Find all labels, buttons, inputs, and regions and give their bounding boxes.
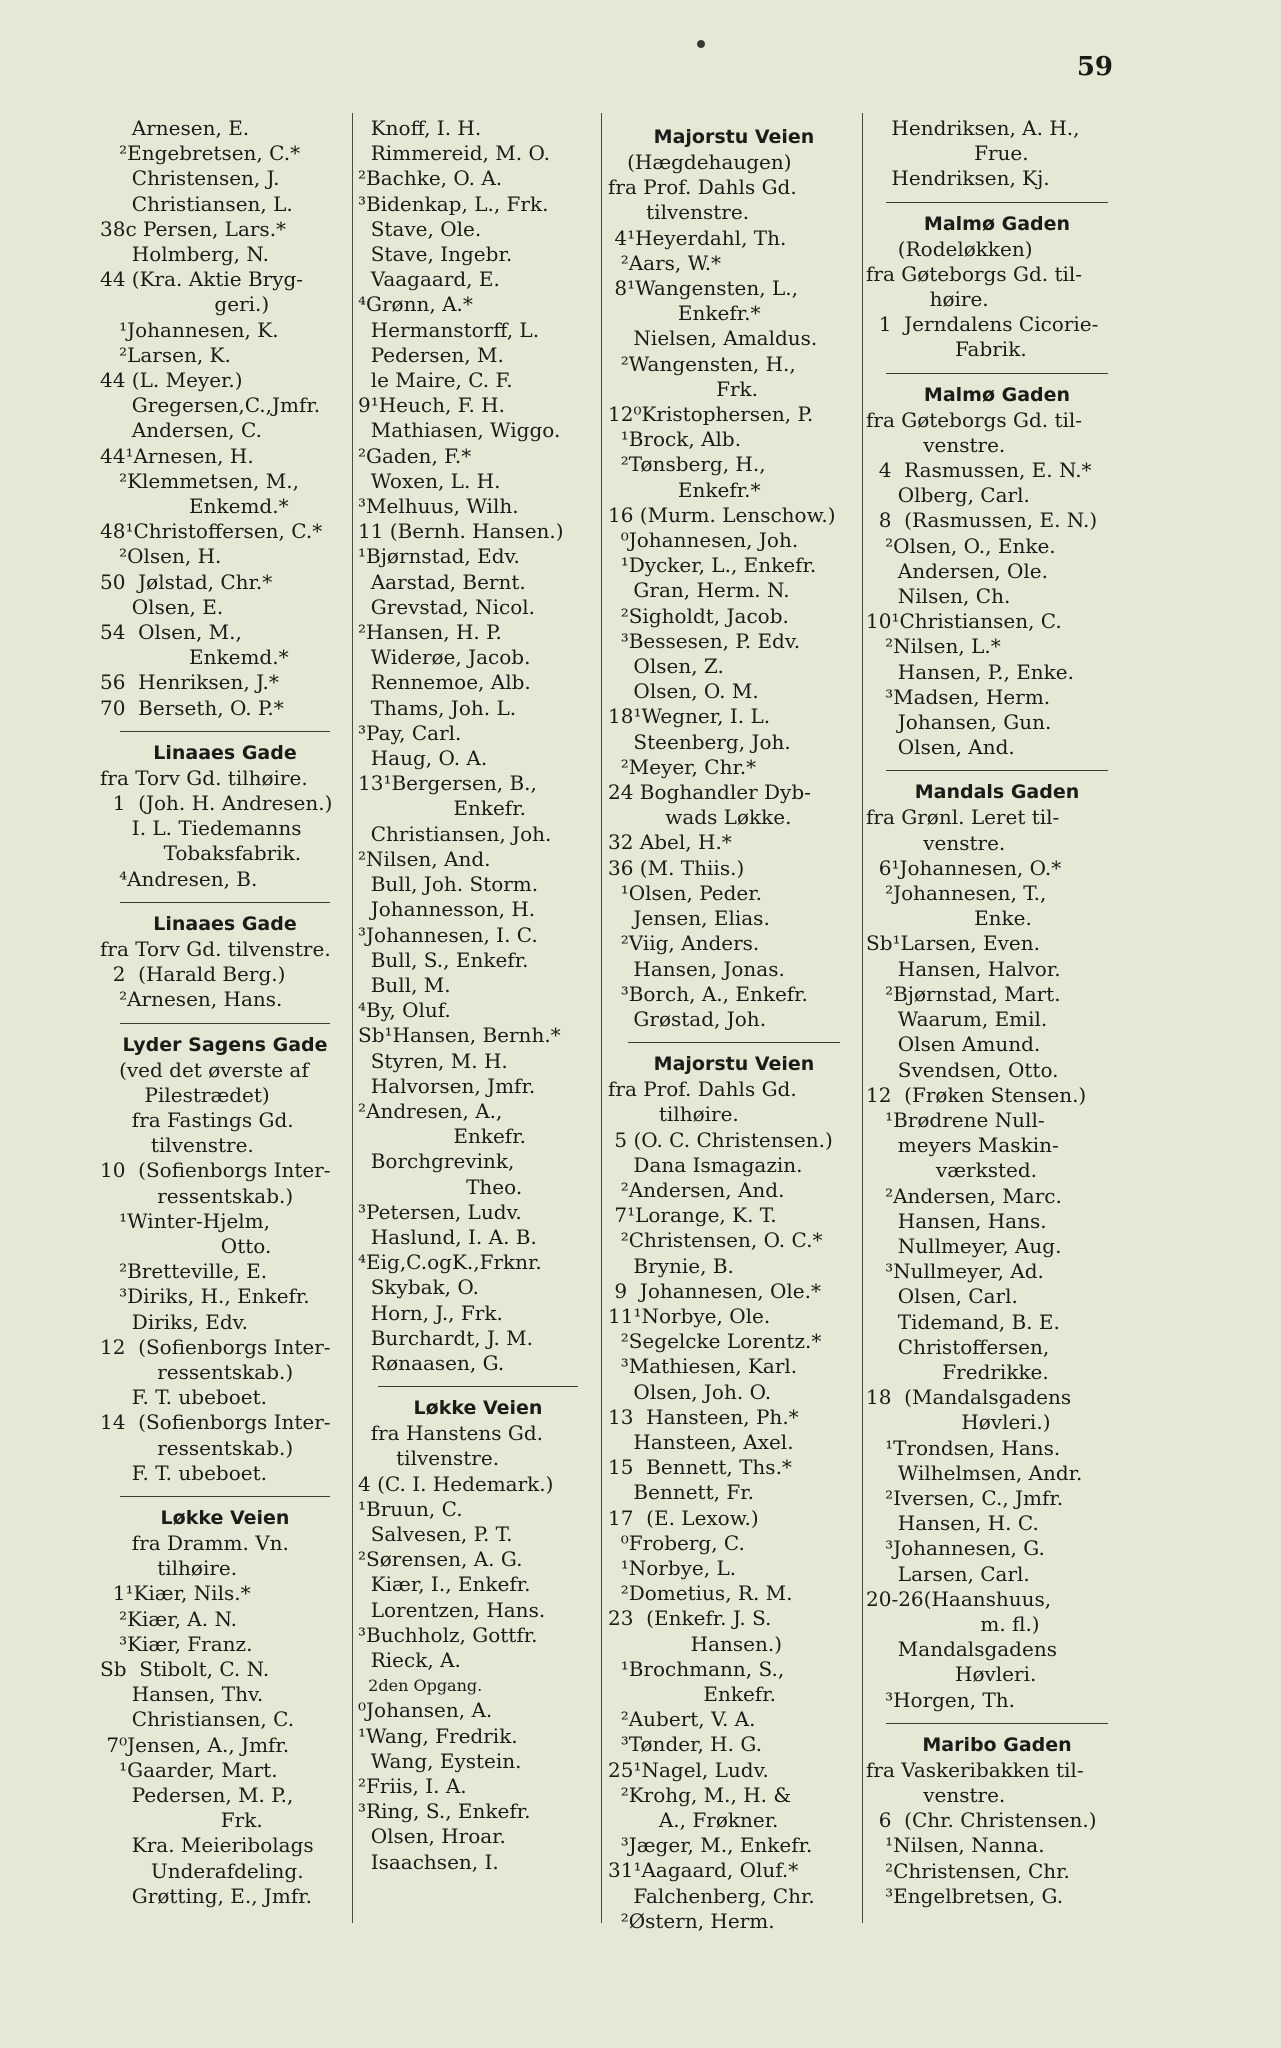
directory-entry: Underafdeling.	[100, 1858, 304, 1883]
directory-entry: 11¹Norbye, Ole.	[608, 1303, 771, 1328]
directory-entry: venstre.	[866, 830, 1006, 855]
directory-entry: 13 Hansteen, Ph.*	[608, 1404, 799, 1429]
directory-column-3	[608, 116, 860, 1934]
directory-entry: venstre.	[866, 432, 1006, 457]
directory-entry: ²Sørensen, A. G.	[358, 1547, 523, 1572]
column-rule	[862, 113, 863, 1923]
directory-entry: 38c Persen, Lars.*	[100, 216, 287, 241]
directory-entry: ressentskab.)	[100, 1359, 294, 1384]
directory-entry: 44 (Kra. Aktie Bryg-	[100, 267, 304, 292]
directory-entry: ⁰Johannesen, Joh.	[608, 528, 799, 553]
directory-entry: (Hægdehaugen)	[608, 150, 792, 174]
directory-entry: fra Hanstens Gd.	[358, 1421, 543, 1446]
directory-entry: ²Engebretsen, C.*	[100, 141, 301, 166]
directory-entry: Sb¹Hansen, Bernh.*	[358, 1023, 561, 1048]
directory-entry: Mathiasen, Wiggo.	[358, 418, 561, 443]
directory-entry: Christiansen, C.	[100, 1707, 295, 1732]
directory-entry: Vaagaard, E.	[358, 267, 500, 292]
directory-entry: ¹Norbye, L.	[608, 1555, 737, 1580]
directory-entry: Olsen Amund.	[866, 1032, 1041, 1057]
directory-entry: ressentskab.)	[100, 1183, 294, 1208]
section-divider	[120, 731, 330, 732]
directory-entry: 11 (Bernh. Hansen.)	[358, 519, 564, 544]
directory-entry: 1 Jerndalens Cicorie-	[866, 312, 1099, 337]
directory-entry: Frk.	[608, 376, 758, 401]
directory-entry: 24 Boghandler Dyb-	[608, 780, 811, 805]
directory-entry: ⁴Andresen, B.	[100, 866, 258, 891]
directory-entry: fra Gøteborgs Gd. til-	[866, 407, 1083, 432]
street-heading: Løkke Veien	[160, 1506, 290, 1529]
directory-entry: 25¹Nagel, Ludv.	[608, 1757, 769, 1782]
street-heading: Majorstu Veien	[653, 1053, 815, 1076]
directory-entry: ²Arnesen, Hans.	[100, 987, 283, 1012]
directory-entry: ³Johannesen, I. C.	[358, 922, 538, 947]
directory-entry: Brynie, B.	[608, 1253, 734, 1278]
directory-entry: Skybak, O.	[358, 1275, 479, 1300]
directory-entry: Falchenberg, Chr.	[608, 1883, 815, 1908]
directory-entry: Tobaksfabrik.	[100, 841, 302, 866]
directory-entry: Borchgrevink,	[358, 1149, 515, 1174]
directory-entry: Olsen, Joh. O.	[608, 1379, 772, 1404]
directory-entry: Olsen, Hroar.	[358, 1824, 506, 1849]
directory-entry: ³Ring, S., Enkefr.	[358, 1799, 531, 1824]
directory-entry: fra Torv Gd. tilvenstre.	[100, 936, 331, 961]
directory-entry: 54 Olsen, M.,	[100, 620, 242, 645]
ink-dot	[697, 40, 705, 48]
directory-entry: ¹Gaarder, Mart.	[100, 1757, 278, 1782]
directory-entry: 8 (Rasmussen, E. N.)	[866, 508, 1098, 533]
section-divider	[120, 1496, 330, 1497]
directory-entry: meyers Maskin-	[866, 1133, 1059, 1158]
directory-entry: 4 Rasmussen, E. N.*	[866, 458, 1092, 483]
directory-entry: ³Tønder, H. G.	[608, 1732, 762, 1757]
directory-entry: 14 (Sofienborgs Inter-	[100, 1410, 331, 1435]
directory-entry: 48¹Christoffersen, C.*	[100, 519, 323, 544]
directory-entry: ⁰Froberg, C.	[608, 1530, 745, 1555]
directory-entry: ¹Bruun, C.	[358, 1496, 463, 1521]
street-heading: Majorstu Veien	[653, 126, 815, 148]
directory-entry: ²Krohg, M., H. &	[608, 1782, 792, 1807]
directory-entry: Høvleri.	[866, 1662, 1037, 1687]
directory-entry: ³Pay, Carl.	[358, 720, 462, 745]
directory-entry: Haslund, I. A. B.	[358, 1224, 537, 1249]
directory-entry: (ved det øverste af	[100, 1057, 309, 1082]
directory-column-1	[100, 116, 350, 1909]
directory-entry: Grøtting, E., Jmfr.	[100, 1883, 313, 1908]
directory-entry: Stave, Ingebr.	[358, 242, 513, 267]
directory-entry: 20-26(Haanshuus,	[866, 1586, 1052, 1611]
section-divider	[886, 770, 1108, 771]
directory-entry: ²Klemmetsen, M.,	[100, 468, 299, 493]
directory-entry: ⁴By, Oluf.	[358, 998, 451, 1023]
directory-entry: Bull, S., Enkefr.	[358, 947, 529, 972]
directory-entry: m. fl.)	[866, 1611, 1040, 1636]
directory-entry: 13¹Bergersen, B.,	[358, 771, 537, 796]
street-heading: Linaaes Gade	[153, 741, 297, 764]
directory-entry: Hansen, Hans.	[866, 1208, 1047, 1233]
directory-entry: Gran, Herm. N.	[608, 578, 790, 603]
directory-entry: 9 Johannesen, Ole.*	[608, 1278, 821, 1303]
street-heading: Løkke Veien	[413, 1397, 543, 1420]
directory-entry: Jensen, Elias.	[608, 906, 770, 931]
directory-entry: ²Tønsberg, H.,	[608, 452, 766, 477]
column-rule	[352, 113, 353, 1923]
directory-entry: ³Mathiesen, Karl.	[608, 1354, 798, 1379]
directory-entry: Holmberg, N.	[100, 242, 269, 267]
directory-entry: Dana Ismagazin.	[608, 1152, 803, 1177]
directory-entry: 70 Berseth, O. P.*	[100, 695, 284, 720]
directory-entry: ²Kiær, A. N.	[100, 1606, 238, 1631]
section-divider	[120, 1023, 330, 1024]
directory-entry: 9¹Heuch, F. H.	[358, 393, 505, 418]
directory-entry: 16 (Murm. Lenschow.)	[608, 502, 836, 527]
directory-entry: 17 (E. Lexow.)	[608, 1505, 759, 1530]
directory-entry: Isaachsen, I.	[358, 1849, 499, 1874]
directory-entry: ressentskab.)	[100, 1435, 294, 1460]
directory-entry: Hansen, P., Enke.	[866, 659, 1074, 684]
directory-entry: Christiansen, Joh.	[358, 821, 552, 846]
street-heading: Linaaes Gade	[153, 912, 297, 935]
directory-entry: ²Meyer, Chr.*	[608, 754, 757, 779]
directory-entry: 50 Jølstad, Chr.*	[100, 569, 273, 594]
directory-entry: Enke.	[866, 906, 1032, 931]
directory-entry: ⁴Eig,C.ogK.,Frknr.	[358, 1250, 542, 1275]
directory-entry: Stave, Ole.	[358, 216, 482, 241]
directory-entry: (Rodeløkken)	[866, 236, 1033, 261]
directory-entry: Andersen, Ole.	[866, 558, 1048, 583]
directory-entry: ³Engelbretsen, G.	[866, 1883, 1064, 1908]
section-divider	[120, 902, 330, 903]
directory-entry: Burchardt, J. M.	[358, 1325, 533, 1350]
directory-entry: ³Buchholz, Gottfr.	[358, 1622, 538, 1647]
directory-entry: 8¹Wangensten, L.,	[608, 276, 798, 301]
directory-entry: Arnesen, E.	[100, 116, 250, 140]
directory-entry: Christensen, J.	[100, 166, 280, 191]
directory-entry: A., Frøkner.	[608, 1808, 779, 1832]
directory-entry: 18 (Mandalsgadens	[866, 1385, 1072, 1410]
directory-entry: geri.)	[100, 292, 270, 317]
directory-entry: Pedersen, M. P.,	[100, 1782, 294, 1807]
directory-entry: Svendsen, Otto.	[866, 1057, 1059, 1082]
directory-entry: ³Kiær, Franz.	[100, 1631, 253, 1656]
directory-entry: ²Dometius, R. M.	[608, 1581, 793, 1606]
section-divider	[886, 373, 1108, 374]
directory-column-4	[866, 116, 1128, 1909]
street-heading: Malmø Gaden	[923, 383, 1071, 406]
directory-entry: Haug, O. A.	[358, 746, 488, 771]
directory-entry: 4¹Heyerdahl, Th.	[608, 225, 787, 250]
directory-entry: Johannesson, H.	[358, 897, 536, 922]
directory-entry: ²Olsen, O., Enke.	[866, 533, 1056, 558]
directory-entry: Rennemoe, Alb.	[358, 670, 531, 695]
directory-entry: fra Dramm. Vn.	[100, 1530, 289, 1555]
directory-entry: ²Østern, Herm.	[608, 1908, 775, 1933]
directory-entry: F. T. ubeboet.	[100, 1385, 267, 1410]
directory-entry: ³Jæger, M., Enkefr.	[608, 1833, 813, 1858]
directory-entry: Mandalsgadens	[866, 1637, 1057, 1662]
directory-entry: Tidemand, B. E.	[866, 1309, 1060, 1334]
directory-entry: Fredrikke.	[866, 1359, 1049, 1384]
page-number: 59	[1076, 52, 1113, 82]
directory-entry: 2 (Harald Berg.)	[100, 962, 286, 987]
directory-entry: Olberg, Carl.	[866, 483, 1030, 508]
directory-entry: Enkefr.	[608, 1681, 776, 1706]
directory-entry: Rimmereid, M. O.	[358, 141, 551, 166]
directory-entry: Johansen, Gun.	[866, 710, 1052, 735]
directory-entry: Kra. Meieribolags	[100, 1833, 314, 1858]
directory-entry: ³Nullmeyer, Ad.	[866, 1259, 1044, 1284]
directory-entry: 44 (L. Meyer.)	[100, 368, 243, 393]
directory-entry: Olsen, O. M.	[608, 679, 759, 704]
directory-column-2	[358, 116, 598, 1875]
directory-entry: ³Madsen, Herm.	[866, 684, 1051, 709]
directory-entry: ¹Wang, Fredrik.	[358, 1723, 518, 1748]
street-heading: Maribo Gaden	[922, 1733, 1072, 1756]
directory-entry: ²Sigholdt, Jacob.	[608, 603, 789, 628]
directory-entry: 44¹Arnesen, H.	[100, 443, 254, 468]
directory-entry: tilhøire.	[608, 1102, 739, 1127]
directory-entry: tilvenstre.	[358, 1446, 500, 1471]
directory-entry: ¹Olsen, Peder.	[608, 880, 762, 905]
directory-entry: tilvenstre.	[100, 1133, 254, 1158]
directory-entry: Nielsen, Amaldus.	[608, 326, 818, 351]
directory-entry: Hansen, Thv.	[100, 1682, 264, 1707]
street-heading: Malmø Gaden	[923, 212, 1071, 235]
directory-entry: Hansen, Jonas.	[608, 956, 785, 981]
directory-entry: 15 Bennett, Ths.*	[608, 1455, 792, 1480]
directory-entry: Hendriksen, Kj.	[866, 166, 1050, 191]
directory-entry: Hendriksen, A. H.,	[866, 116, 1080, 140]
section-divider	[628, 1042, 840, 1043]
directory-entry: ³Diriks, H., Enkefr.	[100, 1284, 310, 1309]
directory-entry: Horn, J., Frk.	[358, 1300, 503, 1325]
directory-entry: Andersen, C.	[100, 418, 262, 443]
directory-entry: Hansen, Halvor.	[866, 956, 1061, 981]
directory-entry: 10¹Christiansen, C.	[866, 609, 1062, 634]
column-rule	[601, 113, 602, 1923]
directory-entry: Frk.	[100, 1808, 263, 1833]
directory-entry: ¹Dycker, L., Enkefr.	[608, 553, 817, 578]
street-heading: Lyder Sagens Gade	[122, 1033, 328, 1056]
directory-entry: Enkemd.*	[100, 645, 289, 670]
directory-entry: 23 (Enkefr. J. S.	[608, 1606, 772, 1631]
directory-entry: Frue.	[866, 141, 1029, 166]
directory-entry: Hansen, H. C.	[866, 1511, 1039, 1536]
directory-entry: ²Bjørnstad, Mart.	[866, 981, 1061, 1006]
directory-entry: ²Christensen, Chr.	[866, 1858, 1070, 1883]
directory-entry: ¹Johannesen, K.	[100, 317, 279, 342]
directory-entry: 7⁰Jensen, A., Jmfr.	[100, 1732, 290, 1757]
directory-entry: ²Christensen, O. C.*	[608, 1228, 823, 1253]
directory-entry: ³Bessesen, P. Edv.	[608, 628, 801, 653]
directory-entry: Waarum, Emil.	[866, 1007, 1048, 1032]
directory-entry: 56 Henriksen, J.*	[100, 670, 279, 695]
directory-entry: ²Bachke, O. A.	[358, 166, 503, 191]
directory-entry: Wang, Eystein.	[358, 1748, 522, 1773]
directory-entry: ²Wangensten, H.,	[608, 351, 796, 376]
directory-entry: Thams, Joh. L.	[358, 695, 517, 720]
directory-entry: Bennett, Fr.	[608, 1480, 754, 1505]
directory-entry: ¹Brødrene Null-	[866, 1107, 1045, 1132]
directory-entry: Enkefr.*	[608, 477, 761, 502]
directory-entry: 5 (O. C. Christensen.)	[608, 1127, 833, 1152]
directory-entry: Bull, M.	[358, 972, 451, 997]
directory-entry: ³Melhuus, Wilh.	[358, 494, 519, 519]
directory-entry: Grevstad, Nicol.	[358, 594, 536, 619]
directory-entry: Sb¹Larsen, Even.	[866, 931, 1040, 956]
directory-entry: fra Gøteborgs Gd. til-	[866, 261, 1083, 286]
directory-entry: ²Aars, W.*	[608, 250, 722, 275]
directory-entry: 12⁰Kristophersen, P.	[608, 402, 814, 427]
directory-entry: F. T. ubeboet.	[100, 1460, 267, 1485]
directory-entry: I. L. Tiedemanns	[100, 816, 302, 841]
directory-entry: ²Gaden, F.*	[358, 443, 472, 468]
directory-entry: venstre.	[866, 1782, 1006, 1807]
directory-entry: Rønaasen, G.	[358, 1350, 505, 1375]
directory-entry: ²Bretteville, E.	[100, 1259, 268, 1284]
directory-entry: Pilestrædet)	[100, 1082, 270, 1107]
directory-entry: ²Nilsen, And.	[358, 846, 491, 871]
directory-entry: fra Grønl. Leret til-	[866, 805, 1060, 830]
directory-entry: Olsen, Z.	[608, 654, 724, 679]
section-divider	[886, 202, 1108, 203]
directory-entry: Sb Stibolt, C. N.	[100, 1656, 270, 1681]
directory-entry: ²Andresen, A.,	[358, 1098, 503, 1123]
directory-entry: Grøstad, Joh.	[608, 1006, 767, 1031]
directory-entry: ²Larsen, K.	[100, 342, 231, 367]
directory-entry: ³Horgen, Th.	[866, 1687, 1015, 1712]
directory-entry: 10 (Sofienborgs Inter-	[100, 1158, 331, 1183]
directory-entry: Fabrik.	[866, 337, 1027, 362]
directory-entry: ²Segelcke Lorentz.*	[608, 1329, 822, 1354]
directory-entry: wads Løkke.	[608, 805, 792, 830]
directory-entry: ¹Brochmann, S.,	[608, 1656, 785, 1681]
directory-entry: Styren, M. H.	[358, 1048, 508, 1073]
directory-entry: Høvleri.)	[866, 1410, 1051, 1435]
directory-entry: Larsen, Carl.	[866, 1561, 1030, 1586]
directory-entry: Nullmeyer, Aug.	[866, 1233, 1062, 1258]
directory-entry: ²Johannesen, T.,	[866, 881, 1047, 906]
directory-entry: Rieck, A.	[358, 1647, 461, 1672]
directory-entry: Enkemd.*	[100, 494, 289, 519]
directory-entry: Aarstad, Bernt.	[358, 569, 526, 594]
directory-entry: Kiær, I., Enkefr.	[358, 1572, 531, 1597]
directory-entry: Woxen, L. H.	[358, 468, 501, 493]
directory-entry: Hansteen, Axel.	[608, 1429, 794, 1454]
directory-entry: ¹Trondsen, Hans.	[866, 1435, 1061, 1460]
directory-entry: ²Iversen, C., Jmfr.	[866, 1485, 1064, 1510]
directory-entry: Steenberg, Joh.	[608, 729, 791, 754]
directory-entry: Hansen.)	[608, 1631, 783, 1656]
directory-entry: fra Prof. Dahls Gd.	[608, 175, 797, 200]
directory-entry: Christoffersen,	[866, 1334, 1050, 1359]
directory-entry: tilhøire.	[100, 1556, 238, 1581]
directory-entry: fra Vaskeribakken til-	[866, 1757, 1084, 1782]
directory-entry: ²Aubert, V. A.	[608, 1707, 756, 1732]
directory-entry: ¹Winter-Hjelm,	[100, 1208, 270, 1233]
directory-entry: 1 (Joh. H. Andresen.)	[100, 791, 333, 816]
directory-entry: 7¹Lorange, K. T.	[608, 1203, 777, 1228]
directory-entry: 12 (Frøken Stensen.)	[866, 1082, 1087, 1107]
directory-entry: ²Andersen, And.	[608, 1177, 785, 1202]
directory-entry: 18¹Wegner, I. L.	[608, 704, 771, 729]
directory-entry: Salvesen, P. T.	[358, 1521, 513, 1546]
street-heading: Mandals Gaden	[914, 781, 1080, 804]
directory-entry: Christiansen, L.	[100, 191, 293, 216]
directory-entry: Diriks, Edv.	[100, 1309, 248, 1334]
directory-entry: Wilhelmsen, Andr.	[866, 1460, 1083, 1485]
directory-entry: Pedersen, M.	[358, 342, 504, 367]
directory-entry: ⁰Johansen, A.	[358, 1698, 493, 1723]
directory-entry: ³Borch, A., Enkefr.	[608, 981, 808, 1006]
directory-entry: ²Andersen, Marc.	[866, 1183, 1062, 1208]
directory-entry: værksted.	[866, 1158, 1038, 1183]
directory-entry: 1¹Kiær, Nils.*	[100, 1581, 251, 1606]
directory-entry: Theo.	[358, 1174, 523, 1199]
directory-entry: ²Nilsen, L.*	[866, 634, 1001, 659]
directory-entry: ³Bidenkap, L., Frk.	[358, 191, 549, 216]
directory-entry: fra Fastings Gd.	[100, 1107, 294, 1132]
directory-entry: Bull, Joh. Storm.	[358, 872, 539, 897]
directory-entry: Enkefr.	[358, 1124, 526, 1149]
directory-entry: ²Olsen, H.	[100, 544, 222, 569]
directory-entry: Otto.	[100, 1233, 272, 1258]
directory-entry: ³Petersen, Ludv.	[358, 1199, 522, 1224]
directory-entry: Widerøe, Jacob.	[358, 645, 531, 670]
directory-entry: 6 (Chr. Christensen.)	[866, 1808, 1097, 1833]
directory-entry: le Maire, C. F.	[358, 368, 513, 393]
directory-entry: fra Torv Gd. tilhøire.	[100, 765, 308, 790]
directory-entry: ²Viig, Anders.	[608, 931, 760, 956]
directory-entry: Knoff, I. H.	[358, 116, 482, 140]
directory-entry: Enkefr.	[358, 796, 526, 821]
directory-entry: 36 (M. Thiis.)	[608, 855, 745, 880]
section-divider	[378, 1386, 578, 1387]
directory-entry: fra Prof. Dahls Gd.	[608, 1077, 797, 1102]
directory-entry: 12 (Sofienborgs Inter-	[100, 1334, 331, 1359]
directory-entry: 4 (C. I. Hedemark.)	[358, 1471, 554, 1496]
directory-entry: 32 Abel, H.*	[608, 830, 732, 855]
directory-entry: høire.	[866, 287, 989, 312]
directory-entry: Olsen, Carl.	[866, 1284, 1018, 1309]
directory-entry: 6¹Johannesen, O.*	[866, 855, 1062, 880]
directory-entry: ³Johannesen, G.	[866, 1536, 1045, 1561]
directory-entry: ¹Nilsen, Nanna.	[866, 1833, 1045, 1858]
directory-entry: Hermanstorff, L.	[358, 317, 540, 342]
directory-entry: Enkefr.*	[608, 301, 761, 326]
directory-entry: Gregersen,C.,Jmfr.	[100, 393, 321, 418]
directory-entry: ²Friis, I. A.	[358, 1774, 467, 1798]
directory-entry: Lorentzen, Hans.	[358, 1597, 546, 1622]
directory-entry: Nilsen, Ch.	[866, 584, 1011, 609]
directory-entry: Olsen, E.	[100, 594, 224, 619]
directory-entry: ⁴Grønn, A.*	[358, 292, 473, 317]
directory-entry: Olsen, And.	[866, 735, 1015, 760]
directory-entry: ²Hansen, H. P.	[358, 620, 502, 645]
directory-entry: 31¹Aagaard, Oluf.*	[608, 1858, 799, 1883]
directory-entry: Halvorsen, Jmfr.	[358, 1073, 536, 1098]
directory-entry: ¹Brock, Alb.	[608, 427, 742, 452]
directory-entry: tilvenstre.	[608, 200, 750, 225]
directory-entry: 2den Opgang.	[358, 1676, 483, 1696]
section-divider	[886, 1723, 1108, 1724]
directory-entry: ¹Bjørnstad, Edv.	[358, 544, 520, 569]
